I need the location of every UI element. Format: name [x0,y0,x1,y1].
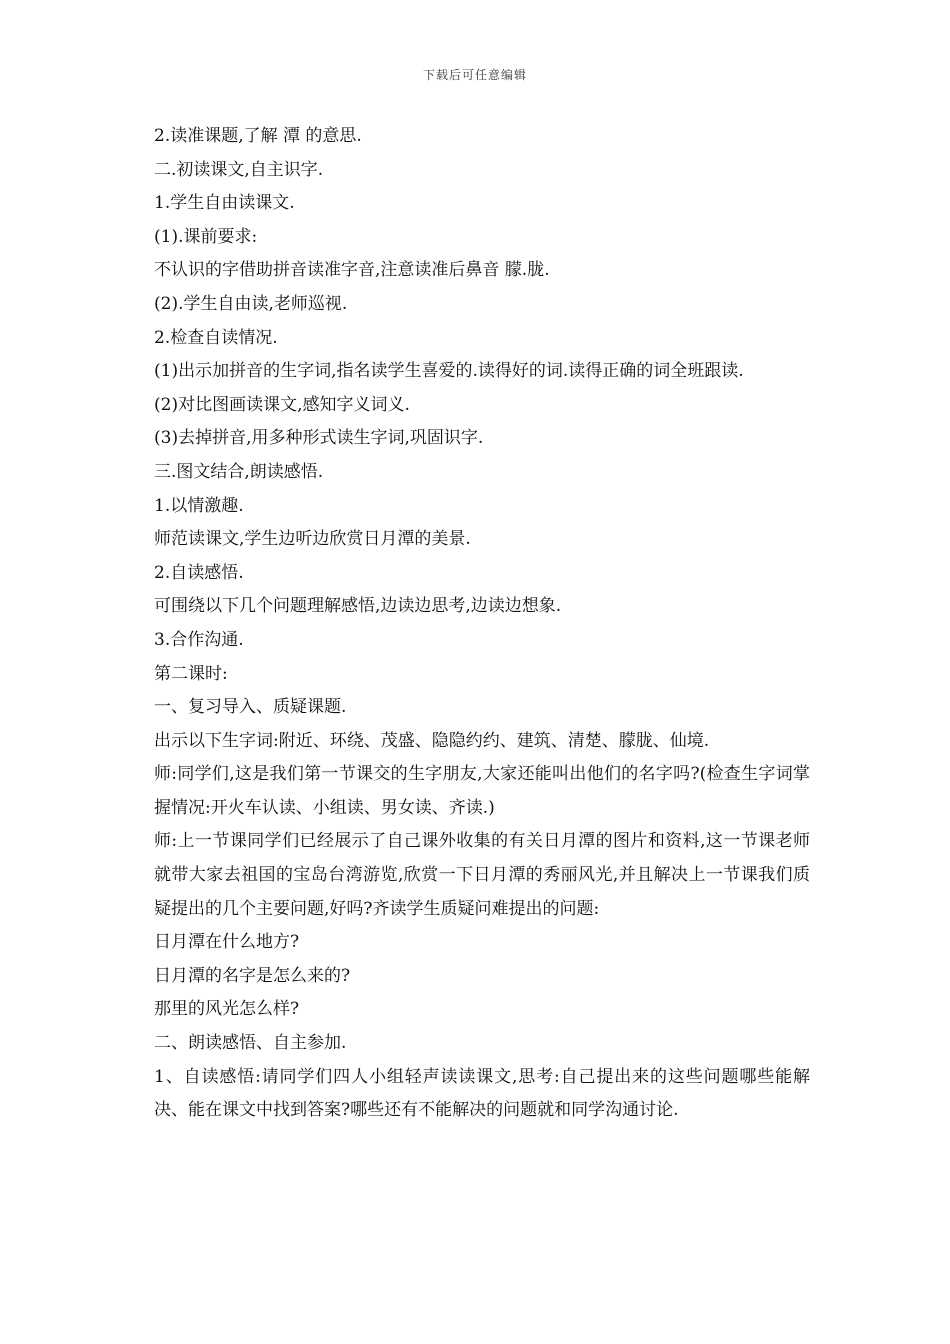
paragraph: 1.以情激趣. [154,495,244,516]
document-body [145,120,810,1128]
paragraph: (3)去掉拼音,用多种形式读生字词,巩固识字. [154,428,484,449]
paragraph: 那里的风光怎么样? [154,999,300,1020]
paragraph: 师:同学们,这是我们第一节课交的生字朋友,大家还能叫出他们的名字吗?(检查生字词掌握情况:开火车认读、小组读、男女读、齐读.) [154,764,810,818]
paragraph: (1)出示加拼音的生字词,指名读学生喜爱的.读得好的词.读得正确的词全班跟读. [154,361,744,382]
paragraph: 出示以下生字词:附近、环绕、茂盛、隐隐约约、建筑、清楚、朦胧、仙境. [154,730,710,751]
paragraph: 日月潭在什么地方? [154,932,300,953]
paragraph: 师范读课文,学生边听边欣赏日月潭的美景. [154,529,471,550]
paragraph: 可围绕以下几个问题理解感悟,边读边思考,边读边想象. [154,596,562,617]
paragraph: (1).课前要求: [154,226,258,247]
paragraph: 二.初读课文,自主识字. [154,159,324,180]
paragraph: 不认识的字借助拼音读准字音,注意读准后鼻音 朦.胧. [154,260,550,281]
paragraph: (2).学生自由读,老师巡视. [154,293,348,314]
paragraph: 三.图文结合,朗读感悟. [154,461,324,482]
paragraph: 日月潭的名字是怎么来的? [154,965,351,986]
paragraph: 2.自读感悟. [154,562,244,583]
paragraph: 第二课时: [154,663,228,684]
paragraph: 二、朗读感悟、自主参加. [154,1033,347,1054]
paragraph: 师:上一节课同学们已经展示了自己课外收集的有关日月潭的图片和资料,这一节课老师就带大家去祖国的宝岛台湾游览,欣赏一下日月潭的秀丽风光,并且解决上一节课我们质疑提出的几个主要问题,好吗?齐读学生质疑问难提出的问题: [154,831,810,919]
paragraph: 3.合作沟通. [154,629,244,650]
paragraph: 2.读准课题,了解 潭 的意思. [154,126,362,146]
page-header: 下载后可任意编辑 [422,68,527,82]
paragraph: 2.检查自读情况. [154,327,278,348]
paragraph: 一、复习导入、质疑课题. [154,697,347,718]
paragraph: 1.学生自由读课文. [154,193,295,214]
paragraph: 1、自读感悟:请同学们四人小组轻声读读课文,思考:自己提出来的这些问题哪些能解决、能在课文中找到答案?哪些还有不能解决的问题就和同学沟通讨论. [154,1066,810,1121]
paragraph: (2)对比图画读课文,感知字义词义. [154,394,410,415]
